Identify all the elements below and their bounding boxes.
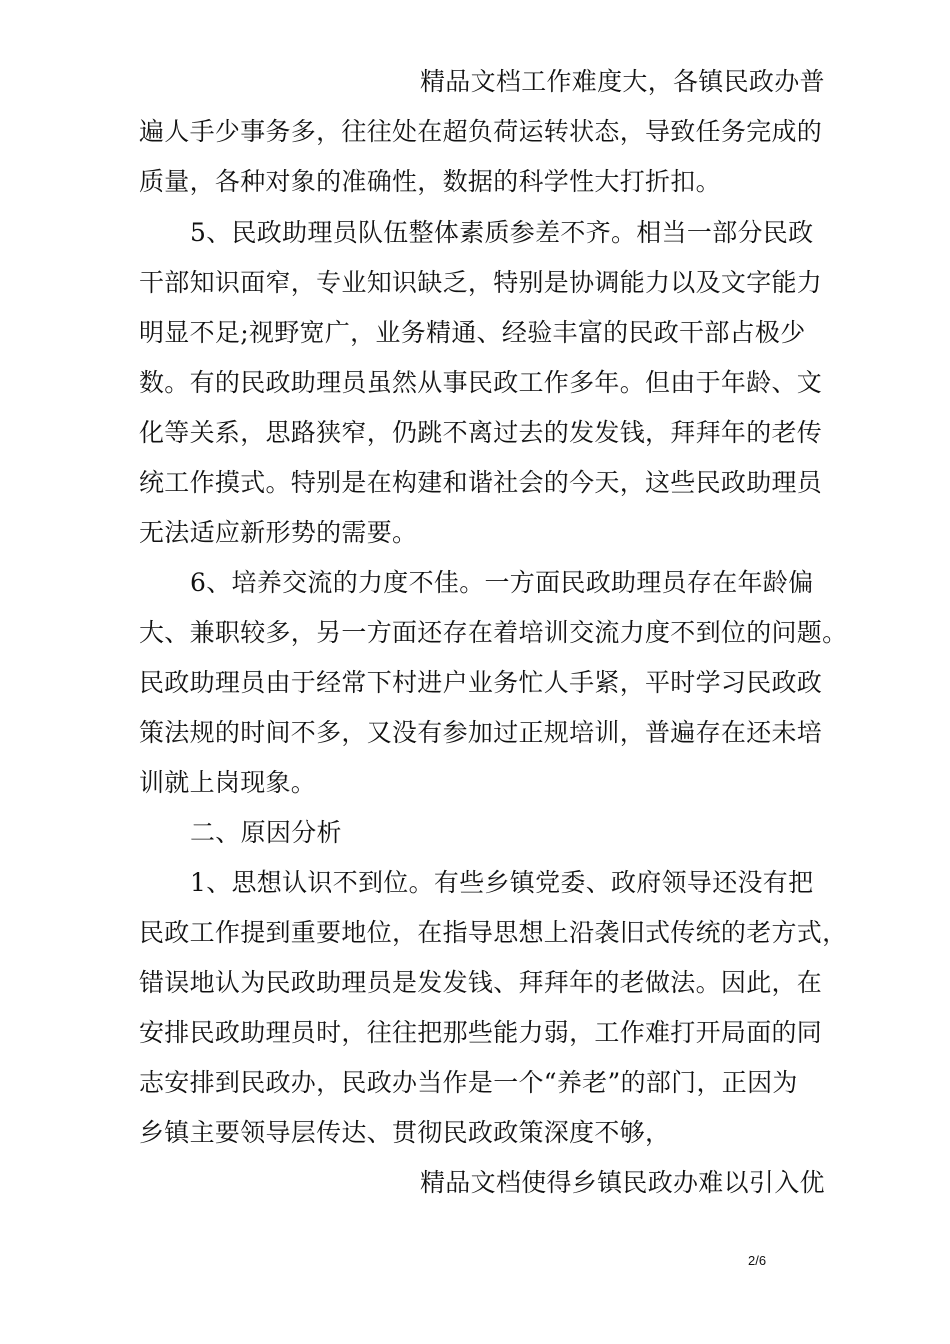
body-text-line: 策法规的时间不多，又没有参加过正规培训，普遍存在还未培 xyxy=(139,718,823,747)
body-text-line: 遍人手少事务多，往往处在超负荷运转状态，导致任务完成的 xyxy=(139,117,823,146)
body-text-line: 干部知识面窄，专业知识缺乏，特别是协调能力以及文字能力 xyxy=(139,268,823,297)
body-text-line: 明显不足;视野宽广，业务精通、经验丰富的民政干部占极少 xyxy=(139,318,806,347)
body-text-line: 数。有的民政助理员虽然从事民政工作多年。但由于年龄、文 xyxy=(139,368,823,397)
body-text-line: 志安排到民政办，民政办当作是一个“养老”的部门，正因为 xyxy=(139,1068,798,1097)
body-text-line: 大、兼职较多，另一方面还存在着培训交流力度不到位的问题。 xyxy=(139,618,848,647)
body-text-line: 化等关系，思路狭窄，仍跳不离过去的发发钱，拜拜年的老传 xyxy=(139,418,823,447)
body-text-line: 民政工作提到重要地位，在指导思想上沿袭旧式传统的老方式， xyxy=(139,918,848,947)
body-text-line: 统工作摸式。特别是在构建和谐社会的今天，这些民政助理员 xyxy=(139,468,823,497)
body-text-line: 乡镇主要领导层传达、贯彻民政政策深度不够， xyxy=(139,1118,671,1147)
body-text-line: 安排民政助理员时，往往把那些能力弱，工作难打开局面的同 xyxy=(139,1018,823,1047)
header-text-line: 精品文档工作难度大，各镇民政办普 xyxy=(420,67,825,96)
paragraph-start-line: 5、民政助理员队伍整体素质参差不齐。相当一部分民政 xyxy=(190,218,814,247)
body-text-line: 无法适应新形势的需要。 xyxy=(139,518,418,547)
footer-text-line: 精品文档使得乡镇民政办难以引入优 xyxy=(420,1168,825,1197)
body-text-line: 质量，各种对象的准确性，数据的科学性大打折扣。 xyxy=(139,167,721,196)
body-text-line: 民政助理员由于经常下村进户业务忙人手紧，平时学习民政政 xyxy=(139,668,823,697)
page-number: 2/6 xyxy=(748,1253,767,1268)
paragraph-start-line: 6、培养交流的力度不佳。一方面民政助理员存在年龄偏 xyxy=(190,568,814,597)
body-text-line: 错误地认为民政助理员是发发钱、拜拜年的老做法。因此，在 xyxy=(139,968,823,997)
section-heading: 二、原因分析 xyxy=(190,818,342,847)
paragraph-start-line: 1、思想认识不到位。有些乡镇党委、政府领导还没有把 xyxy=(190,868,814,897)
body-text-line: 训就上岗现象。 xyxy=(139,768,317,797)
